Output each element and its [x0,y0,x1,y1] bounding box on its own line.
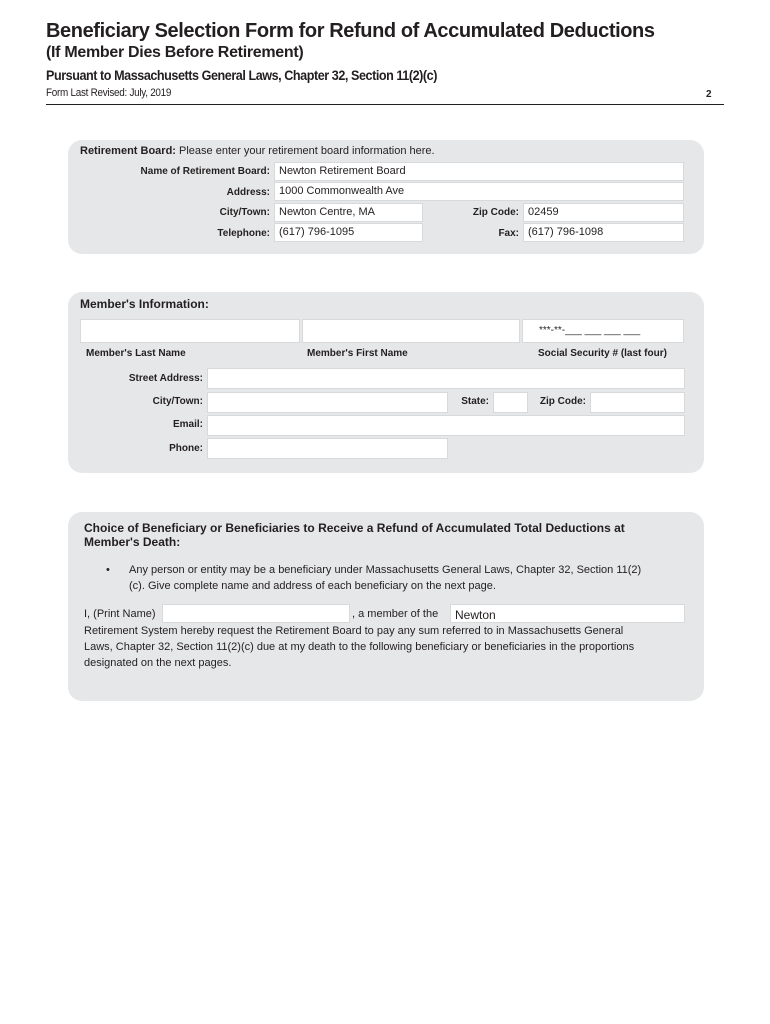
member-email-field[interactable] [207,415,685,436]
request-paragraph-line1: Retirement System hereby request the Retirement Board to pay any sum referred to in Massachusetts General [84,625,624,637]
beneficiary-heading [84,521,625,549]
bullet-marker: • [106,564,110,576]
pursuant-line: Pursuant to Massachusetts General Laws, Chapter 32, Section 11(2)(c) [46,67,437,83]
member-of-label: , a member of the [352,608,439,620]
request-paragraph [84,623,634,671]
member-zip-label: Zip Code: [539,396,586,407]
member-street-field[interactable] [207,368,685,389]
form-title: Beneficiary Selection Form for Refund of Accumulated Deductions [46,20,655,42]
form-subtitle: (If Member Dies Before Retirement) [46,44,304,61]
member-first-name-field[interactable] [302,319,520,343]
member-first-name-label: Member's First Name [307,348,408,359]
board-city-label: City/Town: [219,207,270,218]
print-name-field[interactable] [162,604,350,623]
print-name-label: I, (Print Name) [84,608,156,620]
member-state-field[interactable] [493,392,528,413]
member-phone-label: Phone: [169,443,203,454]
board-phone-field[interactable]: (617) 796-1095 [274,223,423,242]
bullet-text-line1: Any person or entity may be a beneficiary under Massachusetts General Laws, Chapter 32, Section 11(2) [129,564,642,576]
member-state-label: State: [461,396,489,407]
member-ssn-label: Social Security # (last four) [538,348,667,359]
bullet-text [129,562,641,594]
member-zip-field[interactable] [590,392,685,413]
board-phone-label: Telephone: [217,228,270,239]
member-street-label: Street Address: [128,373,203,384]
board-address-field[interactable]: 1000 Commonwealth Ave [274,182,684,201]
request-paragraph-line2: Laws, Chapter 32, Section 11(2)(c) due at my death to the following beneficiary or beneficiaries in the proportions [84,641,635,653]
beneficiary-heading-line1: Choice of Beneficiary or Beneficiaries to Receive a Refund of Accumulated Total Deductions at [84,521,625,535]
bullet-text-line2: (c). Give complete name and address of each beneficiary on the next page. [129,580,496,592]
retirement-system-field[interactable]: Newton [450,604,685,623]
revision-date: Form Last Revised: July, 2019 [46,87,172,99]
board-address-label: Address: [226,187,270,198]
member-city-field[interactable] [207,392,448,413]
member-city-label: City/Town: [152,396,203,407]
member-ssn-field[interactable]: ***-**-___ ___ ___ ___ [522,319,684,343]
board-zip-label: Zip Code: [472,207,519,218]
member-phone-field[interactable] [207,438,448,459]
request-paragraph-line3: designated on the next pages. [84,657,232,669]
beneficiary-heading-line2: Member's Death: [84,535,181,549]
board-name-label: Name of Retirement Board: [140,166,270,177]
board-city-field[interactable]: Newton Centre, MA [274,203,423,222]
member-email-label: Email: [172,419,203,430]
header-divider [46,104,724,105]
board-zip-field[interactable]: 02459 [523,203,684,222]
retirement-board-heading-bold: Retirement Board: [80,145,176,157]
retirement-board-heading-text: Please enter your retirement board information here. [175,145,435,157]
board-fax-label: Fax: [498,228,519,239]
member-info-heading: Member's Information: [80,297,209,311]
retirement-board-heading [80,145,435,157]
member-last-name-field[interactable] [80,319,300,343]
page-number: 2 [706,89,712,100]
board-name-field[interactable]: Newton Retirement Board [274,162,684,181]
member-last-name-label: Member's Last Name [86,348,186,359]
board-fax-field[interactable]: (617) 796-1098 [523,223,684,242]
